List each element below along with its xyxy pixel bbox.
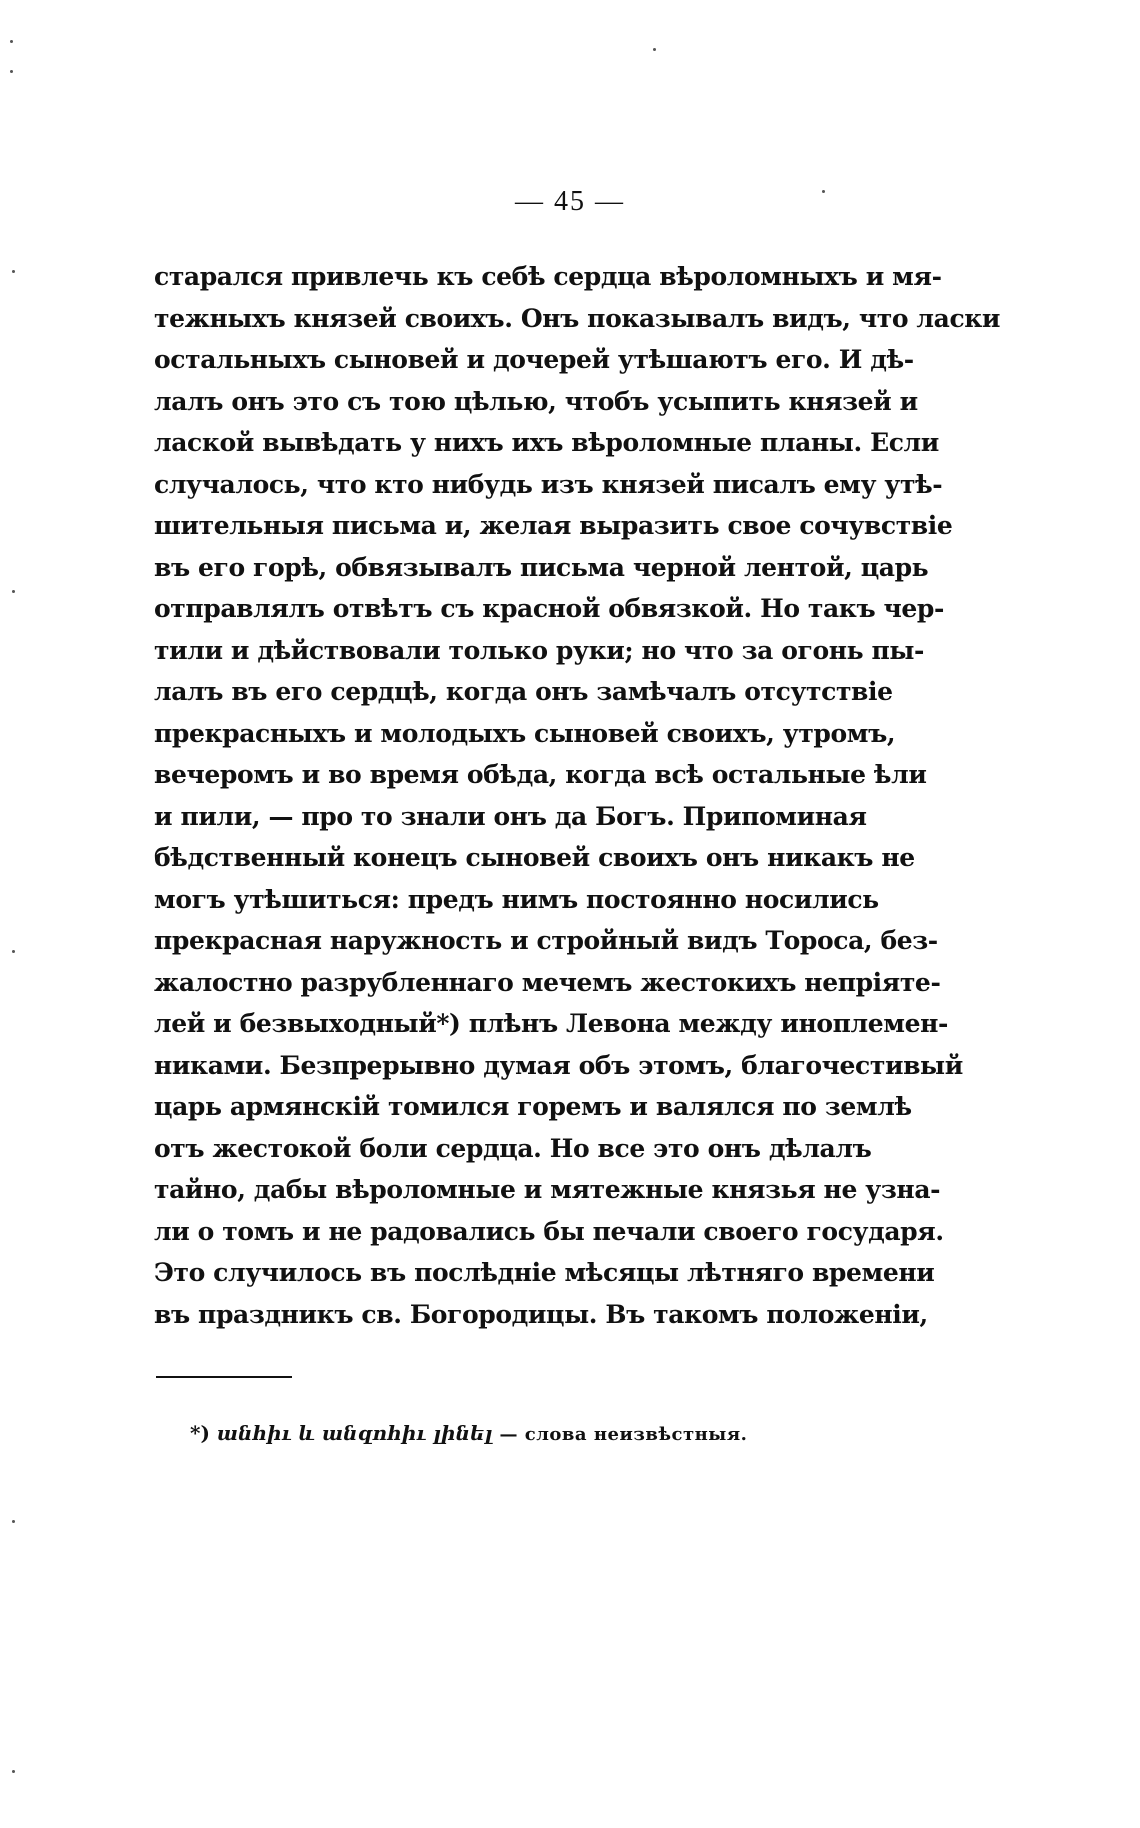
text-line: тили и дѣйствовали только руки; но что за огонь пы- [154, 635, 925, 665]
text-line: царь армянскій томился горемъ и валялся по землѣ [154, 1092, 912, 1121]
scan-speck [12, 950, 15, 953]
scan-speck [12, 1520, 15, 1523]
scan-speck [653, 48, 656, 51]
text-line: жалостно разрубленнаго мечемъ жестокихъ непріяте- [154, 967, 941, 997]
text-line: лаской вывѣдать у нихъ ихъ вѣроломные планы. Если [154, 428, 939, 457]
text-line: тайно, дабы вѣроломные и мятежные князья не узна- [154, 1175, 941, 1204]
text-line: и пили, — про то знали онъ да Богъ. Припоминая [154, 801, 867, 831]
text-line: бѣдственный конецъ сыновей своихъ онъ никакъ не [154, 843, 915, 872]
text-line: ли о томъ и не радовались бы печали своего государя. [154, 1216, 944, 1246]
scan-speck [822, 190, 825, 193]
scan-speck [10, 70, 13, 73]
text-line: въ праздникъ св. Богородицы. Въ такомъ положеніи, [154, 1299, 928, 1329]
text-line: прекрасная наружность и стройный видъ Тороса, без- [154, 926, 938, 955]
scan-speck [12, 1770, 15, 1773]
footnote [190, 1420, 747, 1448]
text-line: отправлялъ отвѣтъ съ красной обвязкой. Но такъ чер- [154, 594, 944, 623]
text-line: никами. Безпрерывно думая объ этомъ, благочестивый [154, 1050, 963, 1080]
text-line: случалось, что кто нибудь изъ князей писалъ ему утѣ- [154, 469, 943, 499]
text-line: лей и безвыходный*) плѣнъ Левона между иноплемен- [154, 1009, 948, 1038]
scan-speck [12, 270, 15, 273]
footnote-armenian-text: անհիւ և անզոհիւ լինել [216, 1421, 493, 1445]
scan-speck [12, 590, 15, 593]
text-line: могъ утѣшиться: предъ нимъ постоянно носились [154, 884, 879, 914]
text-line: въ его горѣ, обвязывалъ письма черной лентой, царь [154, 552, 929, 582]
page-number: — 45 — [515, 186, 625, 217]
body-text [154, 256, 1001, 1335]
scan-speck [10, 40, 13, 43]
text-line: прекрасныхъ и молодыхъ сыновей своихъ, утромъ, [154, 718, 896, 748]
text-line: отъ жестокой боли сердца. Но все это онъ дѣлалъ [154, 1133, 872, 1163]
footnote-divider [156, 1376, 292, 1378]
text-line: лалъ въ его сердцѣ, когда онъ замѣчалъ отсутствіе [154, 677, 893, 706]
text-line: вечеромъ и во время обѣда, когда всѣ остальные ѣли [154, 760, 927, 789]
text-line: лалъ онъ это съ тою цѣлью, чтобъ усыпить князей и [154, 386, 918, 416]
text-line: шительныя письма и, желая выразить свое сочувствіе [154, 511, 953, 540]
footnote-marker: *) [190, 1421, 210, 1445]
text-line: тежныхъ князей своихъ. Онъ показывалъ видъ, что ласки [154, 303, 1001, 333]
footnote-gloss: — слова неизвѣстныя. [499, 1424, 748, 1445]
text-line: остальныхъ сыновей и дочерей утѣшаютъ его. И дѣ- [154, 345, 914, 374]
text-line: Это случилось въ послѣдніе мѣсяцы лѣтняго времени [154, 1258, 935, 1287]
text-line: старался привлечь къ себѣ сердца вѣроломныхъ и мя- [154, 262, 942, 291]
